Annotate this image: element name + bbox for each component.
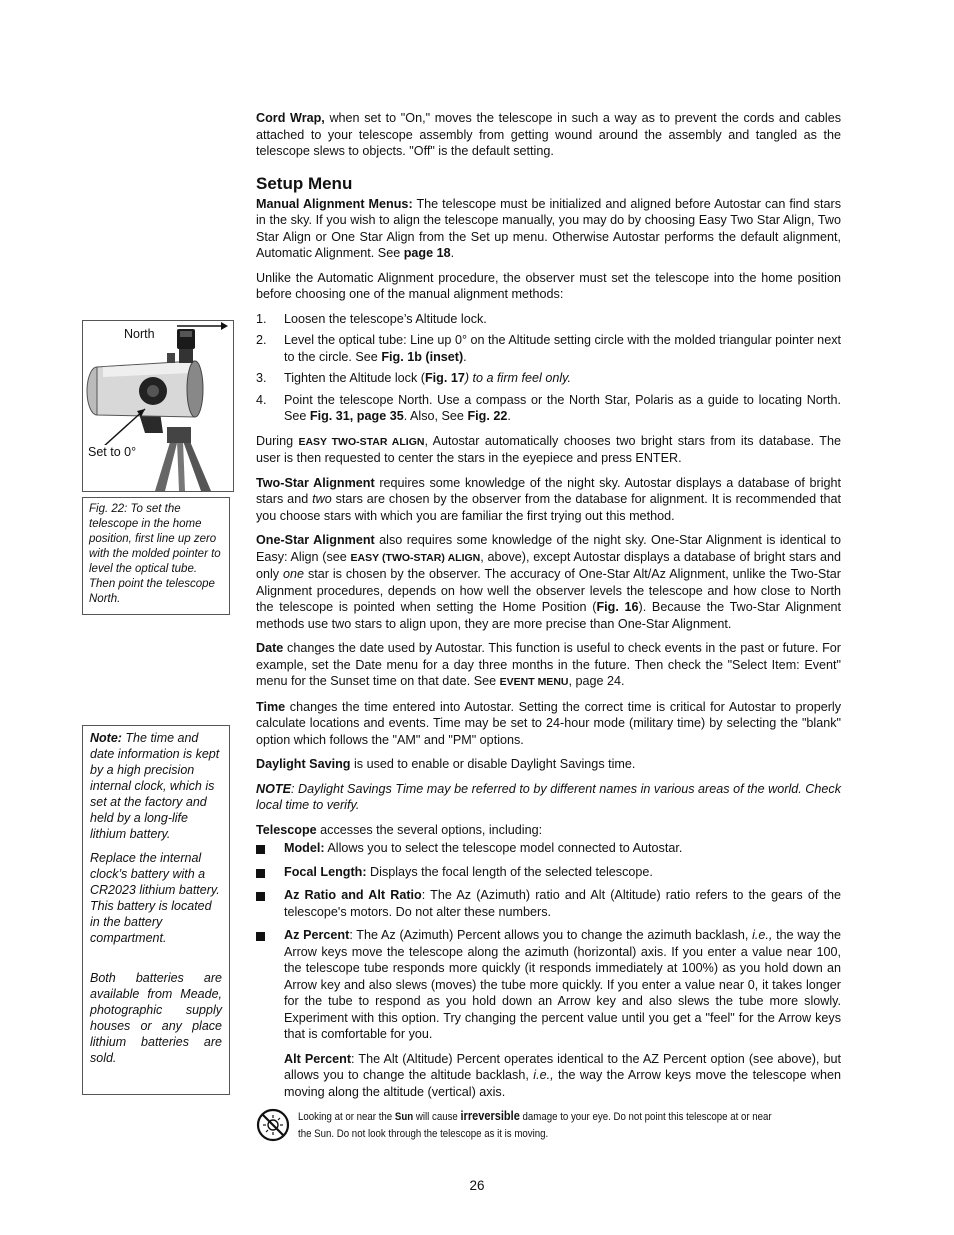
figure-caption: Fig. 22: To set the telescope in the home position, first line up zero with the molded pointer to level the optical tube. Then point the telescope North. <box>82 497 230 615</box>
daylight-note: NOTE: Daylight Savings Time may be referred to by different names in various areas of the world. Check local time to verify. <box>256 781 841 812</box>
list-item: 1. Loosen the telescope’s Altitude lock. <box>256 311 487 326</box>
list-item: Focal Length: Displays the focal length of the selected telescope. <box>256 864 841 881</box>
alignment-steps-list <box>256 311 841 425</box>
battery-note <box>82 725 230 1095</box>
daylight-paragraph: Daylight Saving is used to enable or disable Daylight Savings time. <box>256 757 636 771</box>
availability-paragraph: Both batteries are available from Meade, photographic supply houses or any place lithium batteries are sold. <box>90 971 222 1065</box>
telescope-options-list <box>256 840 841 1043</box>
sun-warning <box>256 1108 841 1143</box>
one-star-paragraph: One-Star Alignment also requires some knowledge of the night sky. One-Star Alignment is identical to Easy: Align (see EASY (TWO-STAR) ALIGN, above), except Autostar displays a database of bright stars and only one star is chosen by the observer. The accuracy of One-Star Alt/Az Alignment, unlike the Two-Star Alignment procedures, depends on how well the observer levels the telescope and how close to North the telescope is pointed when setting the Home Position (Fig. 16). Because the Two-Star Alignment methods use two stars to align upon, they are more precise than One-Star Alignment. <box>256 533 842 631</box>
list-item: 3. Tighten the Altitude lock (Fig. 17) to a firm feel only. <box>256 371 571 385</box>
telescope-illustration <box>83 321 233 491</box>
square-bullet-icon <box>256 845 265 854</box>
setup-menu-heading: Setup Menu <box>256 173 353 193</box>
set-to-zero-label: Set to 0° <box>88 445 137 459</box>
warning-text: Looking at or near the Sun will cause irreversible damage to your eye. Do not point this telescope at or near the Sun. Do not look through the telescope as it is moving. <box>298 1109 772 1140</box>
alt-percent-paragraph: Alt Percent: The Alt (Altitude) Percent operates identical to the AZ Percent option (see above), but allows you to change the altitude backlash, i.e., the way the Arrow keys move the telescope when moving along the altitude (vertical) axis. <box>284 1051 842 1099</box>
telescope-photo <box>82 320 234 492</box>
main-column <box>256 110 841 1143</box>
replace-battery-paragraph: Replace the internal clock’s battery with a CR2023 lithium battery. This battery is located in the battery compartment. <box>90 851 220 945</box>
square-bullet-icon <box>256 892 265 901</box>
no-sun-warning-icon <box>256 1108 290 1142</box>
unlike-paragraph: Unlike the Automatic Alignment procedure, the observer must set the telescope into the home position before choosing one of the manual alignment methods: <box>256 270 841 301</box>
list-item: 2. Level the optical tube: Line up 0° on the Altitude setting circle with the molded triangular pointer next to the circle. See Fig. 1b (inset). <box>256 333 841 364</box>
during-paragraph: During EASY TWO-STAR ALIGN, Autostar automatically chooses two bright stars from its database. The user is then requested to center the stars in the eyepiece and press ENTER. <box>256 433 841 465</box>
telescope-paragraph: Telescope accesses the several options, including: <box>256 822 543 837</box>
list-item: Model: Allows you to select the telescope model connected to Autostar. <box>256 840 841 857</box>
north-label: North <box>124 327 155 341</box>
page-number: 26 <box>469 1178 485 1193</box>
two-star-paragraph: Two-Star Alignment requires some knowledge of the night sky. Autostar displays a database of bright stars and two stars are chosen by the observer from the database for alignment. It is recommended that you choose stars with which you are familiar the first trying out this method. <box>256 475 841 523</box>
time-paragraph: Time changes the time entered into Autostar. Setting the correct time is critical for Autostar to properly calculate locations and events. Time may be set to 24-hour mode (military time) by selecting the "blank" option which follows the "AM" and "PM" options. <box>256 699 841 747</box>
manual-alignment-paragraph: Manual Alignment Menus: The telescope must be initialized and aligned before Autostar can find stars in the sky. If you wish to align the telescope manually, you may do by choosing Easy Two Star Align, Two Star Align or One Star Align from the Set up menu. Otherwise Autostar performs the default alignment, Automatic Alignment. See page 18. <box>256 196 841 260</box>
cord-wrap-paragraph: Cord Wrap, when set to "On," moves the telescope in such a way as to prevent the cords and cables attached to your telescope assembly from getting wound around the assembly and tangled as the telescope slews to objects. "Off" is the default setting. <box>256 111 841 158</box>
list-item: Az Percent: The Az (Azimuth) Percent allows you to change the azimuth backlash, i.e., the way the Arrow keys move the telescope along the azimuth (horizontal) axis. If you enter a value near 100, the telescope tube responds more quickly (it responds immediately at 100%) as you hold down an Arrow key and also slews (moves) the tube more quickly. If you enter a value near 0, it takes longer for the tube to respond as you hold down an Arrow key and also slews the tube more slowly. Experiment with this option. Try changing the percent value until you get a "feel" for the Arrow keys that is comfortable for you. <box>256 927 841 1043</box>
list-item: Az Ratio and Alt Ratio: The Az (Azimuth) ratio and Alt (Altitude) ratio refers to the gears of the telescope's motors. Do not alter these numbers. <box>256 887 841 920</box>
square-bullet-icon <box>256 869 265 878</box>
list-item: 4. Point the telescope North. Use a compass or the North Star, Polaris as a guide to locating North. See Fig. 31, page 35. Also, See Fig. 22. <box>256 392 841 423</box>
note-paragraph: Note: The time and date information is kept by a high precision internal clock, which is set at the factory and held by a long-life lithium battery. <box>90 731 220 841</box>
square-bullet-icon <box>256 932 265 941</box>
date-paragraph: Date changes the date used by Autostar. This function is useful to check events in the past or future. For example, set the Date menu for a day three months in the future. Then check the "Select Item: Event" menu for the Sunset time on that date. See EVENT MENU, page 24. <box>256 641 841 688</box>
